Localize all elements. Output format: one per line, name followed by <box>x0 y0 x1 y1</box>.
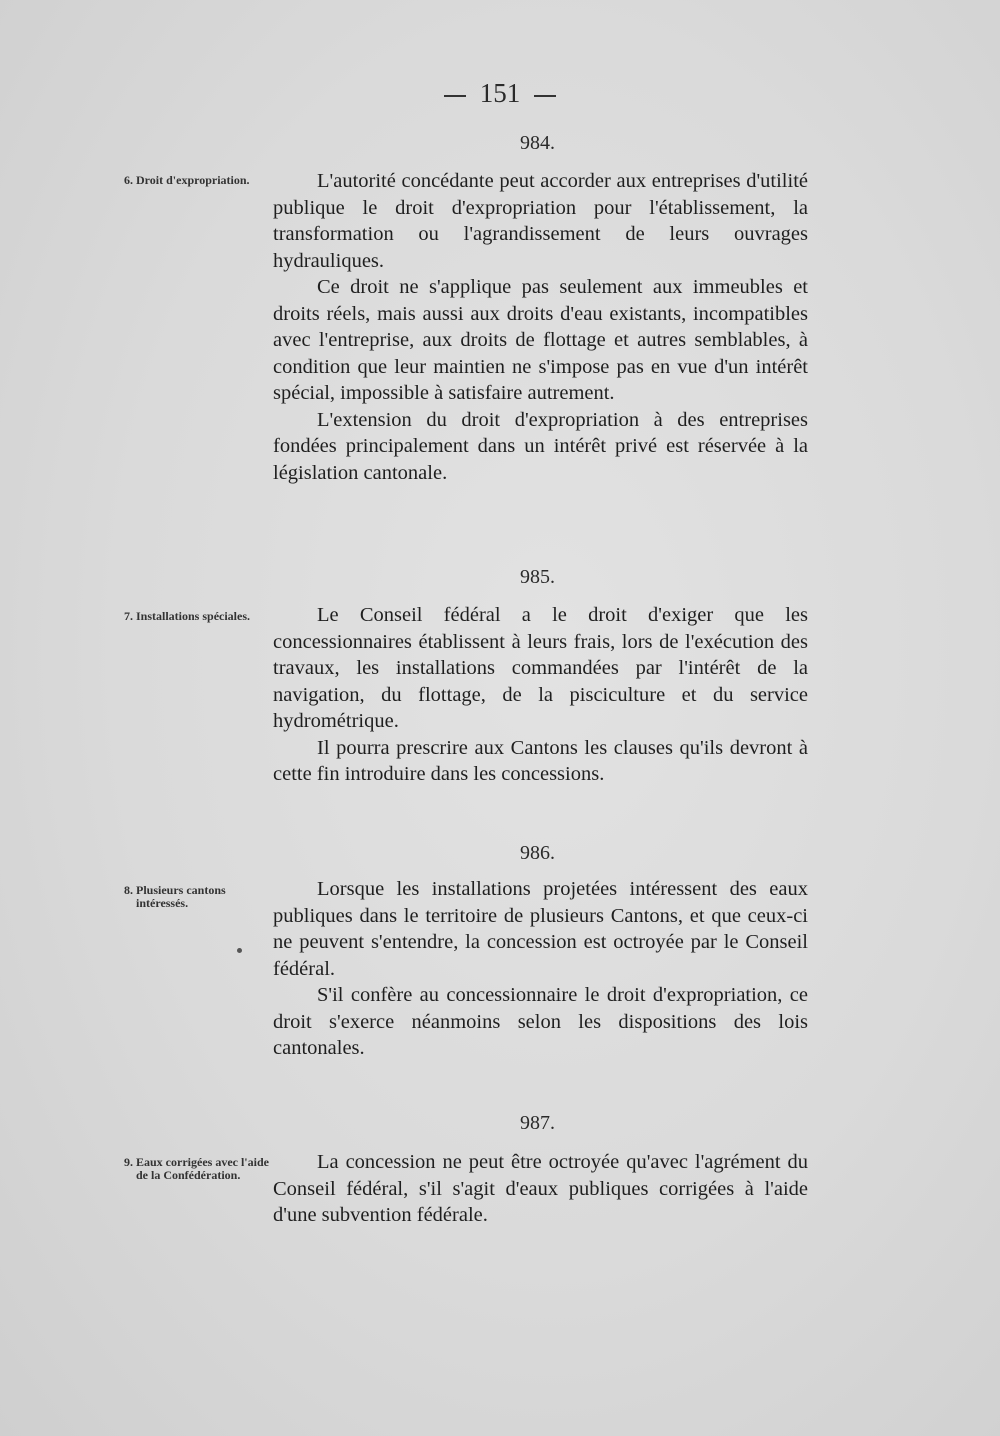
margin-note: 8. Plusieurs cantons intéressés. <box>124 883 226 910</box>
header-dash-right <box>534 95 556 97</box>
article-text <box>273 1149 808 1229</box>
article-number: 984. <box>520 132 555 154</box>
paragraph: Le Conseil fédéral a le droit d'exiger que les concessionnaires établissent à leurs frais, lors de l'exécution des travaux, les installations commandées par l'intérêt de la navigation, du flottage, de la pisciculture et du service hydrométrique. <box>273 604 808 732</box>
paragraph: Il pourra prescrire aux Cantons les clauses qu'ils devront à cette fin introduire dans les concessions. <box>273 736 808 785</box>
page-number: 151 <box>479 78 521 108</box>
margin-note: 7. Installations spéciales. <box>124 609 251 623</box>
article-number: 985. <box>520 566 555 588</box>
page-header <box>0 78 1000 109</box>
ink-speck <box>237 948 242 953</box>
header-dash-left <box>444 95 466 97</box>
paragraph: La concession ne peut être octroyée qu'avec l'agrément du Conseil fédéral, s'il s'agit d'eaux publiques corrigées à l'aide d'une subvention fédérale. <box>273 1151 808 1226</box>
margin-note: 6. Droit d'expropriation. <box>124 173 250 187</box>
paragraph: L'autorité concédante peut accorder aux entreprises d'utilité publique le droit d'expropriation pour l'établissement, la transformation ou l'agrandissement de leurs ouvrages hydrauliques. <box>273 170 808 272</box>
paragraph: Lorsque les installations projetées intéressent des eaux publiques dans le territoire de plusieurs Cantons, et que ceux-ci ne peuvent s'entendre, la concession est octroyée par le Conseil fédéral. <box>273 878 808 980</box>
margin-note: 9. Eaux corrigées avec l'aide de la Confédération. <box>124 1155 269 1182</box>
paragraph: L'extension du droit d'expropriation à des entreprises fondées principalement dans un intérêt privé est réservée à la législation cantonale. <box>273 408 808 484</box>
article-text <box>273 168 808 486</box>
article-number: 987. <box>520 1112 555 1134</box>
paragraph: Ce droit ne s'applique pas seulement aux immeubles et droits réels, mais aussi aux droits d'eau existants, incompatibles avec l'entreprise, aux droits de flottage et autres semblables, à condition que leur maintien ne s'impose pas en vue d'un intérêt spécial, impossible à satisfaire autrement. <box>273 276 808 404</box>
article-text <box>273 876 808 1062</box>
article-text <box>273 602 808 788</box>
paragraph: S'il confère au concessionnaire le droit d'expropriation, ce droit s'exerce néanmoins selon les dispositions des lois cantonales. <box>273 984 808 1059</box>
article-number: 986. <box>520 842 555 864</box>
